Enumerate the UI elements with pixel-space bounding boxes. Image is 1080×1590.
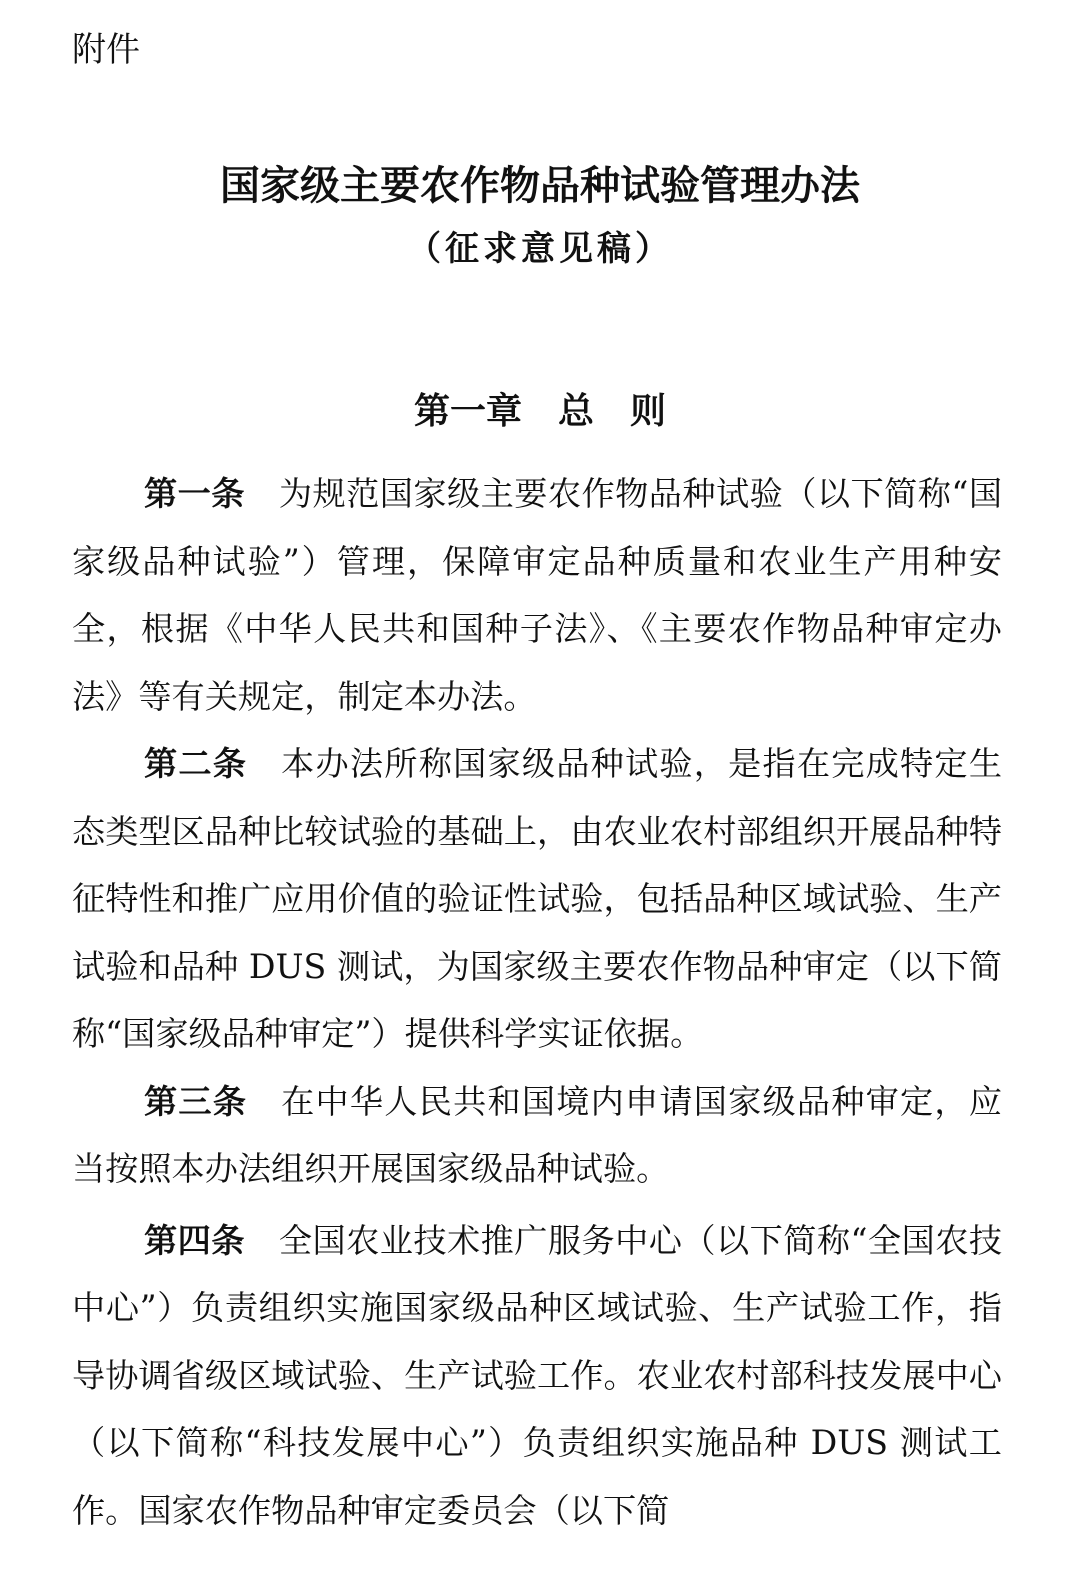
article-label: 第一条 bbox=[144, 474, 245, 513]
article-2 bbox=[72, 730, 1002, 1068]
article-text: 本办法所称国家级品种试验，是指在完成特定生态类型区品种比较试验的基础上，由农业农村部组织开展品种特征特性和推广应用价值的验证性试验，包括品种区域试验、生产试验和品种 DUS 测试，为国家级主要农作物品种审定（以下简称“国家级品种审定”）提供科学实证依据。 bbox=[72, 744, 1003, 1053]
document-title: 国家级主要农作物品种试验管理办法 bbox=[220, 163, 860, 209]
article-text: 为规范国家级主要农作物品种试验（以下简称“国家级品种试验”）管理，保障审定品种质量和农业生产用种安全，根据《中华人民共和国种子法》、《主要农作物品种审定办法》等有关规定，制定本办法。 bbox=[72, 474, 1003, 716]
document-subtitle: （征求意见稿） bbox=[407, 229, 673, 269]
attachment-label: 附件 bbox=[72, 30, 140, 70]
article-1 bbox=[72, 460, 1002, 730]
article-text: 全国农业技术推广服务中心（以下简称“全国农技中心”）负责组织实施国家级品种区域试验、生产试验工作，指导协调省级区域试验、生产试验工作。农业农村部科技发展中心（以下简称“科技发展中心”）负责组织实施品种 DUS 测试工作。国家农作物品种审定委员会（以下简 bbox=[72, 1220, 1003, 1530]
chapter-heading: 第一章 总 则 bbox=[413, 391, 666, 432]
article-label: 第二条 bbox=[144, 744, 248, 783]
document-body bbox=[72, 460, 1002, 1544]
article-4 bbox=[72, 1207, 1002, 1545]
article-label: 第四条 bbox=[144, 1220, 245, 1260]
article-3 bbox=[72, 1068, 1002, 1203]
article-label: 第三条 bbox=[144, 1081, 248, 1121]
article-text: 在中华人民共和国境内申请国家级品种审定，应当按照本办法组织开展国家级品种试验。 bbox=[72, 1081, 1003, 1188]
